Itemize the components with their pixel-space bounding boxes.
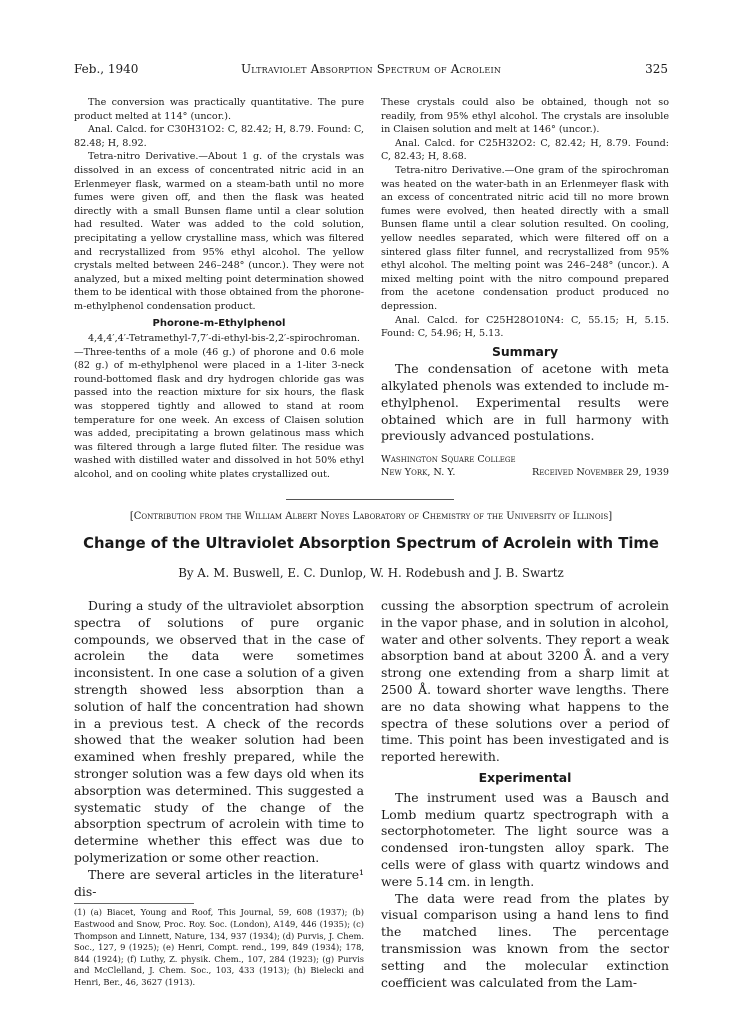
affiliation-city: New York, N. Y.: [381, 467, 456, 479]
article-left-column: [74, 598, 364, 989]
prev-article-left-column: [74, 96, 364, 482]
running-head: [74, 60, 668, 78]
article-title: Change of the Ultraviolet Absorption Spectrum of Acrolein with Time: [83, 535, 659, 552]
summary-text: The condensation of acetone with meta alkylated phenols was extended to include m-ethylphenol. Experimental results were obtained which are in full harmony with previously advanced postulations.: [381, 361, 669, 444]
summary-heading: Summary: [491, 343, 559, 359]
byline: By A. M. Buswell, E. C. Dunlop, W. H. Rodebush and J. B. Swartz: [178, 566, 564, 580]
page-number: 325: [645, 62, 668, 76]
analysis-line: Anal. Calcd. for C25H32O2: C, 82.42; H, 8.79. Found: C, 82.43; H, 8.68.: [381, 137, 669, 163]
paragraph: Tetra-nitro Derivative.—One gram of the spirochroman was heated on the water-bath in an Erlenmeyer flask with an excess of concentrated nitric acid till no more brown fumes were evolved, then heated directly with a small Bunsen flame until a clear solution resulted. On cooling, yellow needles separated, which were filtered off on a sintered glass filter funnel, and recrystallized from 95% ethyl alcohol. The melting point was 246–248° (uncor.). A mixed melting point with the nitro compound prepared from the acetone condensation product produced no depression.: [381, 164, 669, 312]
footnote-rule: [74, 903, 194, 904]
analysis-line: Anal. Calcd. for C30H31O2: C, 82.42; H, 8.79. Found: C, 82.48; H, 8.92.: [74, 124, 364, 149]
affiliation-college: Washington Square College: [381, 454, 516, 466]
paragraph: The data were read from the plates by visual comparison using a hand lens to find the matched lines. The percentage transmission was known from the sector setting and the molecular extinction coefficient was calculated from the Lam-: [381, 890, 669, 990]
paragraph: There are several articles in the literature¹ dis-: [74, 866, 364, 899]
running-head-title: Ultraviolet Absorption Spectrum of Acrolein: [240, 62, 502, 76]
affiliation: [381, 453, 669, 479]
contribution-line: [Contribution from the William Albert Noyes Laboratory of Chemistry of the University of Illinois]: [129, 511, 613, 522]
article-right-column: [381, 598, 669, 991]
article-divider: [286, 499, 454, 500]
paragraph: The conversion was practically quantitative. The pure product melted at 114° (uncor.).: [74, 97, 364, 122]
section-heading: Phorone-m-Ethylphenol: [152, 317, 286, 329]
paragraph: The instrument used was a Bausch and Lomb medium quartz spectrograph with a sectorphotometer. The light source was a condensed iron-tungsten alloy spark. The cells were of glass with quartz windows and were 5.14 cm. in length.: [381, 789, 669, 889]
paragraph: Tetra-nitro Derivative.—About 1 g. of the crystals was dissolved in an excess of concentrated nitric acid in an Erlenmeyer flask, warmed on a steam-bath until no more fumes were given off, and then the flask was heated directly with a small Bunsen flame until a clear solution had resulted. Water was added to the cold solution, precipitating a yellow crystalline mass, which was filtered and recrystallized from 95% ethyl alcohol. The yellow crystals melted between 246–248° (uncor.). They were not analyzed, but a mixed melting point determination showed them to be identical with those obtained from the phorone-m-ethylphenol condensation product.: [74, 151, 364, 312]
analysis-line: Anal. Calcd. for C25H28O10N4: C, 55.15; H, 5.15. Found: C, 54.96; H, 5.13.: [381, 314, 669, 340]
paragraph: These crystals could also be obtained, though not so readily, from 95% ethyl alcohol. The crystals are insoluble in Claisen solution and melt at 146° (uncor.).: [381, 97, 669, 136]
experimental-heading: Experimental: [478, 769, 572, 785]
received-date: Received November 29, 1939: [531, 467, 669, 479]
paragraph: During a study of the ultraviolet absorption spectra of solutions of pure organic compounds, we observed that in the case of acrolein the data were sometimes inconsistent. In one case a solution of a given strength showed less absorption than a solution of half the concentration had shown in a previous test. A check of the records showed that the weaker solution had been examined when freshly prepared, while the stronger solution was a few days old when its absorption was determined. This suggested a systematic study of the change of the absorption spectrum of acrolein with time to determine whether this effect was due to polymerization or some other reaction.: [74, 598, 364, 865]
prev-article-right-column: [381, 96, 669, 479]
paragraph: 4,4,4′,4′-Tetramethyl-7,7′-di-ethyl-bis-2,2′-spirochroman.—Three-tenths of a mole (46 g.) of phorone and 0.6 mole (82 g.) of m-ethylphenol were placed in a 1-liter 3-neck round-bottomed flask and dry hydrogen chloride gas was passed into the reaction mixture for six hours, the flask was stoppered tightly and allowed to stand at room temperature for one week. An excess of Claisen solution was added, precipitating a brown gelatinous mass which was filtered through a large fluted filter. The residue was washed with distilled water and dissolved in hot 50% ethyl alcohol, and on cooling white plates crystallized out.: [74, 333, 364, 481]
running-head-date: Feb., 1940: [74, 62, 139, 76]
footnote: (1) (a) Biacet, Young and Roof, This Journal, 59, 608 (1937); (b) Eastwood and Snow, Proc. Roy. Soc. (London), A149, 446 (1935); (c) Thompson and Linnett, Nature, 134, 937 (1934); (d) Purvis, J. Chem. Soc., 127, 9 (1925); (e) Henri, Compt. rend., 199, 849 (1934); 178, 844 (1924); (f) Luthy, Z. physik. Chem., 107, 284 (1923); (g) Purvis and McClelland, J. Chem. Soc., 103, 433 (1913); (h) Bielecki and Henri, Ber., 46, 3627 (1913).: [74, 907, 364, 987]
paragraph: cussing the absorption spectrum of acrolein in the vapor phase, and in solution in alcohol, water and other solvents. They report a weak absorption band at about 3200 Å. and a very strong one extending from a sharp limit at 2500 Å. toward shorter wave lengths. There are no data showing what happens to the spectra of these solutions over a period of time. This point has been investigated and is reported herewith.: [381, 598, 669, 765]
